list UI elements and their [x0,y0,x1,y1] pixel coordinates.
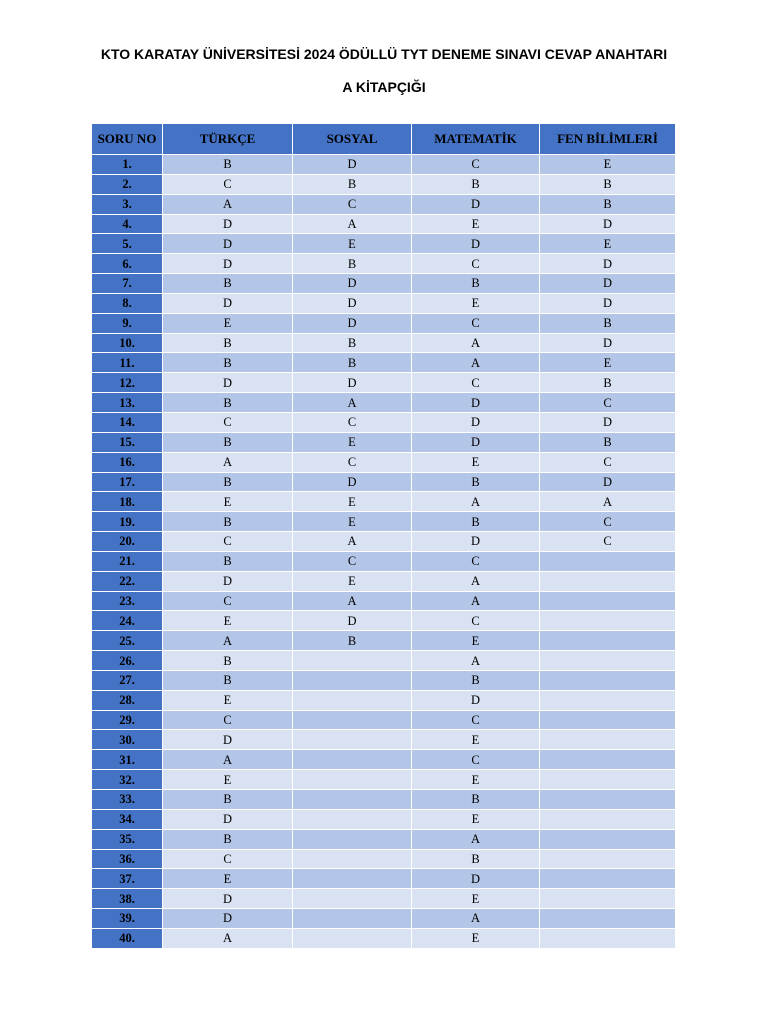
matematik-answer-cell: E [412,452,540,472]
fen-answer-cell [540,571,676,591]
fen-answer-cell: D [540,254,676,274]
question-number-cell: 1. [92,155,163,175]
table-row [92,809,676,829]
table-row [92,889,676,909]
table-row [92,293,676,313]
matematik-answer-cell: E [412,730,540,750]
turkce-answer-cell: C [163,710,293,730]
matematik-answer-cell: B [412,670,540,690]
fen-answer-cell: B [540,174,676,194]
fen-answer-cell [540,770,676,790]
turkce-answer-cell: B [163,155,293,175]
turkce-answer-cell: C [163,412,293,432]
question-number-cell: 18. [92,492,163,512]
fen-answer-cell [540,631,676,651]
table-row [92,591,676,611]
table-row [92,631,676,651]
fen-answer-cell [540,928,676,948]
question-number-cell: 13. [92,393,163,413]
turkce-answer-cell: B [163,274,293,294]
matematik-answer-cell: A [412,829,540,849]
sosyal-answer-cell: C [293,194,412,214]
sosyal-answer-cell: C [293,551,412,571]
table-row [92,194,676,214]
header-row [92,124,676,155]
question-number-cell: 34. [92,809,163,829]
question-number-cell: 8. [92,293,163,313]
sosyal-answer-cell: E [293,571,412,591]
sosyal-answer-cell: A [293,532,412,552]
turkce-answer-cell: E [163,690,293,710]
sosyal-answer-cell [293,710,412,730]
question-number-cell: 36. [92,849,163,869]
answer-key-table [91,123,676,949]
table-row [92,611,676,631]
table-row [92,373,676,393]
fen-answer-cell [540,889,676,909]
table-row [92,710,676,730]
question-number-cell: 32. [92,770,163,790]
question-number-cell: 10. [92,333,163,353]
sosyal-answer-cell [293,750,412,770]
matematik-answer-cell: E [412,293,540,313]
matematik-answer-cell: D [412,869,540,889]
question-number-cell: 7. [92,274,163,294]
fen-answer-cell: D [540,472,676,492]
table-row [92,750,676,770]
fen-answer-cell [540,790,676,810]
question-number-cell: 28. [92,690,163,710]
fen-answer-cell [540,750,676,770]
turkce-answer-cell: B [163,651,293,671]
sosyal-answer-cell [293,790,412,810]
matematik-answer-cell: B [412,472,540,492]
table-row [92,770,676,790]
table-row [92,651,676,671]
matematik-answer-cell: D [412,234,540,254]
turkce-answer-cell: B [163,829,293,849]
fen-answer-cell: B [540,313,676,333]
matematik-answer-cell: E [412,809,540,829]
fen-answer-cell [540,730,676,750]
fen-answer-cell [540,611,676,631]
question-number-cell: 30. [92,730,163,750]
question-number-cell: 11. [92,353,163,373]
question-number-cell: 27. [92,670,163,690]
fen-answer-cell [540,829,676,849]
turkce-answer-cell: C [163,591,293,611]
turkce-answer-cell: D [163,214,293,234]
fen-answer-cell [540,849,676,869]
matematik-answer-cell: E [412,770,540,790]
matematik-answer-cell: B [412,790,540,810]
question-number-cell: 29. [92,710,163,730]
sosyal-answer-cell: B [293,254,412,274]
matematik-answer-cell: A [412,591,540,611]
turkce-answer-cell: D [163,889,293,909]
question-number-cell: 23. [92,591,163,611]
sosyal-answer-cell: A [293,393,412,413]
turkce-answer-cell: D [163,571,293,591]
sosyal-answer-cell: E [293,234,412,254]
matematik-answer-cell: D [412,432,540,452]
table-row [92,313,676,333]
matematik-answer-cell: A [412,353,540,373]
turkce-answer-cell: B [163,670,293,690]
fen-answer-cell [540,651,676,671]
fen-answer-cell [540,670,676,690]
matematik-answer-cell: E [412,214,540,234]
matematik-answer-cell: A [412,651,540,671]
column-header-matematik: MATEMATİK [412,124,540,155]
question-number-cell: 16. [92,452,163,472]
fen-answer-cell [540,690,676,710]
table-row [92,512,676,532]
question-number-cell: 9. [92,313,163,333]
table-row [92,274,676,294]
column-header-question-no: SORU NO [92,124,163,155]
fen-answer-cell: C [540,512,676,532]
turkce-answer-cell: D [163,730,293,750]
turkce-answer-cell: A [163,631,293,651]
question-number-cell: 19. [92,512,163,532]
matematik-answer-cell: E [412,928,540,948]
table-row [92,829,676,849]
table-row [92,790,676,810]
fen-answer-cell: E [540,234,676,254]
sosyal-answer-cell: B [293,631,412,651]
sosyal-answer-cell: A [293,214,412,234]
table-row [92,690,676,710]
question-number-cell: 24. [92,611,163,631]
turkce-answer-cell: C [163,849,293,869]
table-row [92,849,676,869]
fen-answer-cell [540,710,676,730]
sosyal-answer-cell: C [293,452,412,472]
turkce-answer-cell: E [163,492,293,512]
sosyal-answer-cell [293,690,412,710]
sosyal-answer-cell: D [293,155,412,175]
fen-answer-cell: C [540,532,676,552]
table-row [92,472,676,492]
question-number-cell: 20. [92,532,163,552]
turkce-answer-cell: E [163,611,293,631]
table-row [92,869,676,889]
matematik-answer-cell: C [412,611,540,631]
question-number-cell: 35. [92,829,163,849]
turkce-answer-cell: A [163,750,293,770]
matematik-answer-cell: D [412,194,540,214]
fen-answer-cell [540,909,676,929]
sosyal-answer-cell: D [293,313,412,333]
fen-answer-cell [540,551,676,571]
table-row [92,909,676,929]
matematik-answer-cell: C [412,710,540,730]
sosyal-answer-cell: B [293,333,412,353]
matematik-answer-cell: D [412,393,540,413]
sosyal-answer-cell [293,928,412,948]
sosyal-answer-cell: B [293,353,412,373]
turkce-answer-cell: A [163,928,293,948]
fen-answer-cell: C [540,452,676,472]
turkce-answer-cell: B [163,790,293,810]
question-number-cell: 33. [92,790,163,810]
turkce-answer-cell: B [163,393,293,413]
table-row [92,730,676,750]
sosyal-answer-cell: D [293,472,412,492]
fen-answer-cell [540,591,676,611]
matematik-answer-cell: C [412,373,540,393]
table-row [92,393,676,413]
sosyal-answer-cell: E [293,492,412,512]
matematik-answer-cell: B [412,274,540,294]
sosyal-answer-cell: E [293,512,412,532]
question-number-cell: 26. [92,651,163,671]
question-number-cell: 31. [92,750,163,770]
turkce-answer-cell: A [163,194,293,214]
matematik-answer-cell: A [412,909,540,929]
question-number-cell: 37. [92,869,163,889]
table-row [92,532,676,552]
column-header-fen: FEN BİLİMLERİ [540,124,676,155]
sosyal-answer-cell [293,651,412,671]
turkce-answer-cell: C [163,174,293,194]
table-row [92,452,676,472]
question-number-cell: 39. [92,909,163,929]
table-row [92,214,676,234]
turkce-answer-cell: B [163,432,293,452]
sosyal-answer-cell [293,909,412,929]
question-number-cell: 2. [92,174,163,194]
fen-answer-cell: D [540,293,676,313]
fen-answer-cell: C [540,393,676,413]
turkce-answer-cell: D [163,809,293,829]
table-row [92,353,676,373]
sosyal-answer-cell: D [293,611,412,631]
table-row [92,234,676,254]
fen-answer-cell: D [540,274,676,294]
table-row [92,571,676,591]
turkce-answer-cell: C [163,532,293,552]
table-row [92,155,676,175]
question-number-cell: 21. [92,551,163,571]
matematik-answer-cell: C [412,313,540,333]
table-row [92,254,676,274]
question-number-cell: 15. [92,432,163,452]
matematik-answer-cell: A [412,333,540,353]
turkce-answer-cell: D [163,293,293,313]
sosyal-answer-cell [293,770,412,790]
question-number-cell: 22. [92,571,163,591]
question-number-cell: 3. [92,194,163,214]
question-number-cell: 25. [92,631,163,651]
fen-answer-cell: A [540,492,676,512]
sosyal-answer-cell [293,889,412,909]
matematik-answer-cell: D [412,690,540,710]
turkce-answer-cell: B [163,512,293,532]
question-number-cell: 17. [92,472,163,492]
sosyal-answer-cell [293,869,412,889]
turkce-answer-cell: B [163,333,293,353]
table-row [92,333,676,353]
matematik-answer-cell: B [412,174,540,194]
matematik-answer-cell: C [412,551,540,571]
matematik-answer-cell: B [412,512,540,532]
sosyal-answer-cell [293,809,412,829]
fen-answer-cell: E [540,353,676,373]
table-row [92,551,676,571]
table-row [92,174,676,194]
matematik-answer-cell: A [412,571,540,591]
fen-answer-cell [540,869,676,889]
matematik-answer-cell: C [412,254,540,274]
fen-answer-cell: B [540,194,676,214]
turkce-answer-cell: D [163,254,293,274]
sosyal-answer-cell [293,730,412,750]
matematik-answer-cell: A [412,492,540,512]
document-title: KTO KARATAY ÜNİVERSİTESİ 2024 ÖDÜLLÜ TYT DENEME SINAVI CEVAP ANAHTARI [100,46,668,62]
question-number-cell: 40. [92,928,163,948]
matematik-answer-cell: D [412,412,540,432]
sosyal-answer-cell [293,829,412,849]
fen-answer-cell: B [540,432,676,452]
turkce-answer-cell: E [163,313,293,333]
fen-answer-cell [540,809,676,829]
question-number-cell: 4. [92,214,163,234]
fen-answer-cell: D [540,333,676,353]
question-number-cell: 12. [92,373,163,393]
table-row [92,492,676,512]
matematik-answer-cell: C [412,750,540,770]
matematik-answer-cell: E [412,889,540,909]
sosyal-answer-cell: C [293,412,412,432]
turkce-answer-cell: D [163,373,293,393]
turkce-answer-cell: E [163,770,293,790]
matematik-answer-cell: B [412,849,540,869]
sosyal-answer-cell: E [293,432,412,452]
turkce-answer-cell: A [163,452,293,472]
matematik-answer-cell: E [412,631,540,651]
matematik-answer-cell: C [412,155,540,175]
turkce-answer-cell: D [163,234,293,254]
booklet-subtitle: A KİTAPÇIĞI [342,79,426,95]
sosyal-answer-cell: A [293,591,412,611]
question-number-cell: 5. [92,234,163,254]
fen-answer-cell: E [540,155,676,175]
fen-answer-cell: B [540,373,676,393]
question-number-cell: 14. [92,412,163,432]
fen-answer-cell: D [540,412,676,432]
table-row [92,432,676,452]
sosyal-answer-cell: D [293,373,412,393]
turkce-answer-cell: E [163,869,293,889]
sosyal-answer-cell: D [293,274,412,294]
column-header-sosyal: SOSYAL [293,124,412,155]
turkce-answer-cell: B [163,472,293,492]
sosyal-answer-cell [293,849,412,869]
question-number-cell: 6. [92,254,163,274]
sosyal-answer-cell: D [293,293,412,313]
turkce-answer-cell: B [163,551,293,571]
table-row [92,412,676,432]
fen-answer-cell: D [540,214,676,234]
table-row [92,928,676,948]
question-number-cell: 38. [92,889,163,909]
table-row [92,670,676,690]
turkce-answer-cell: B [163,353,293,373]
matematik-answer-cell: D [412,532,540,552]
column-header-turkce: TÜRKÇE [163,124,293,155]
turkce-answer-cell: D [163,909,293,929]
sosyal-answer-cell: B [293,174,412,194]
sosyal-answer-cell [293,670,412,690]
